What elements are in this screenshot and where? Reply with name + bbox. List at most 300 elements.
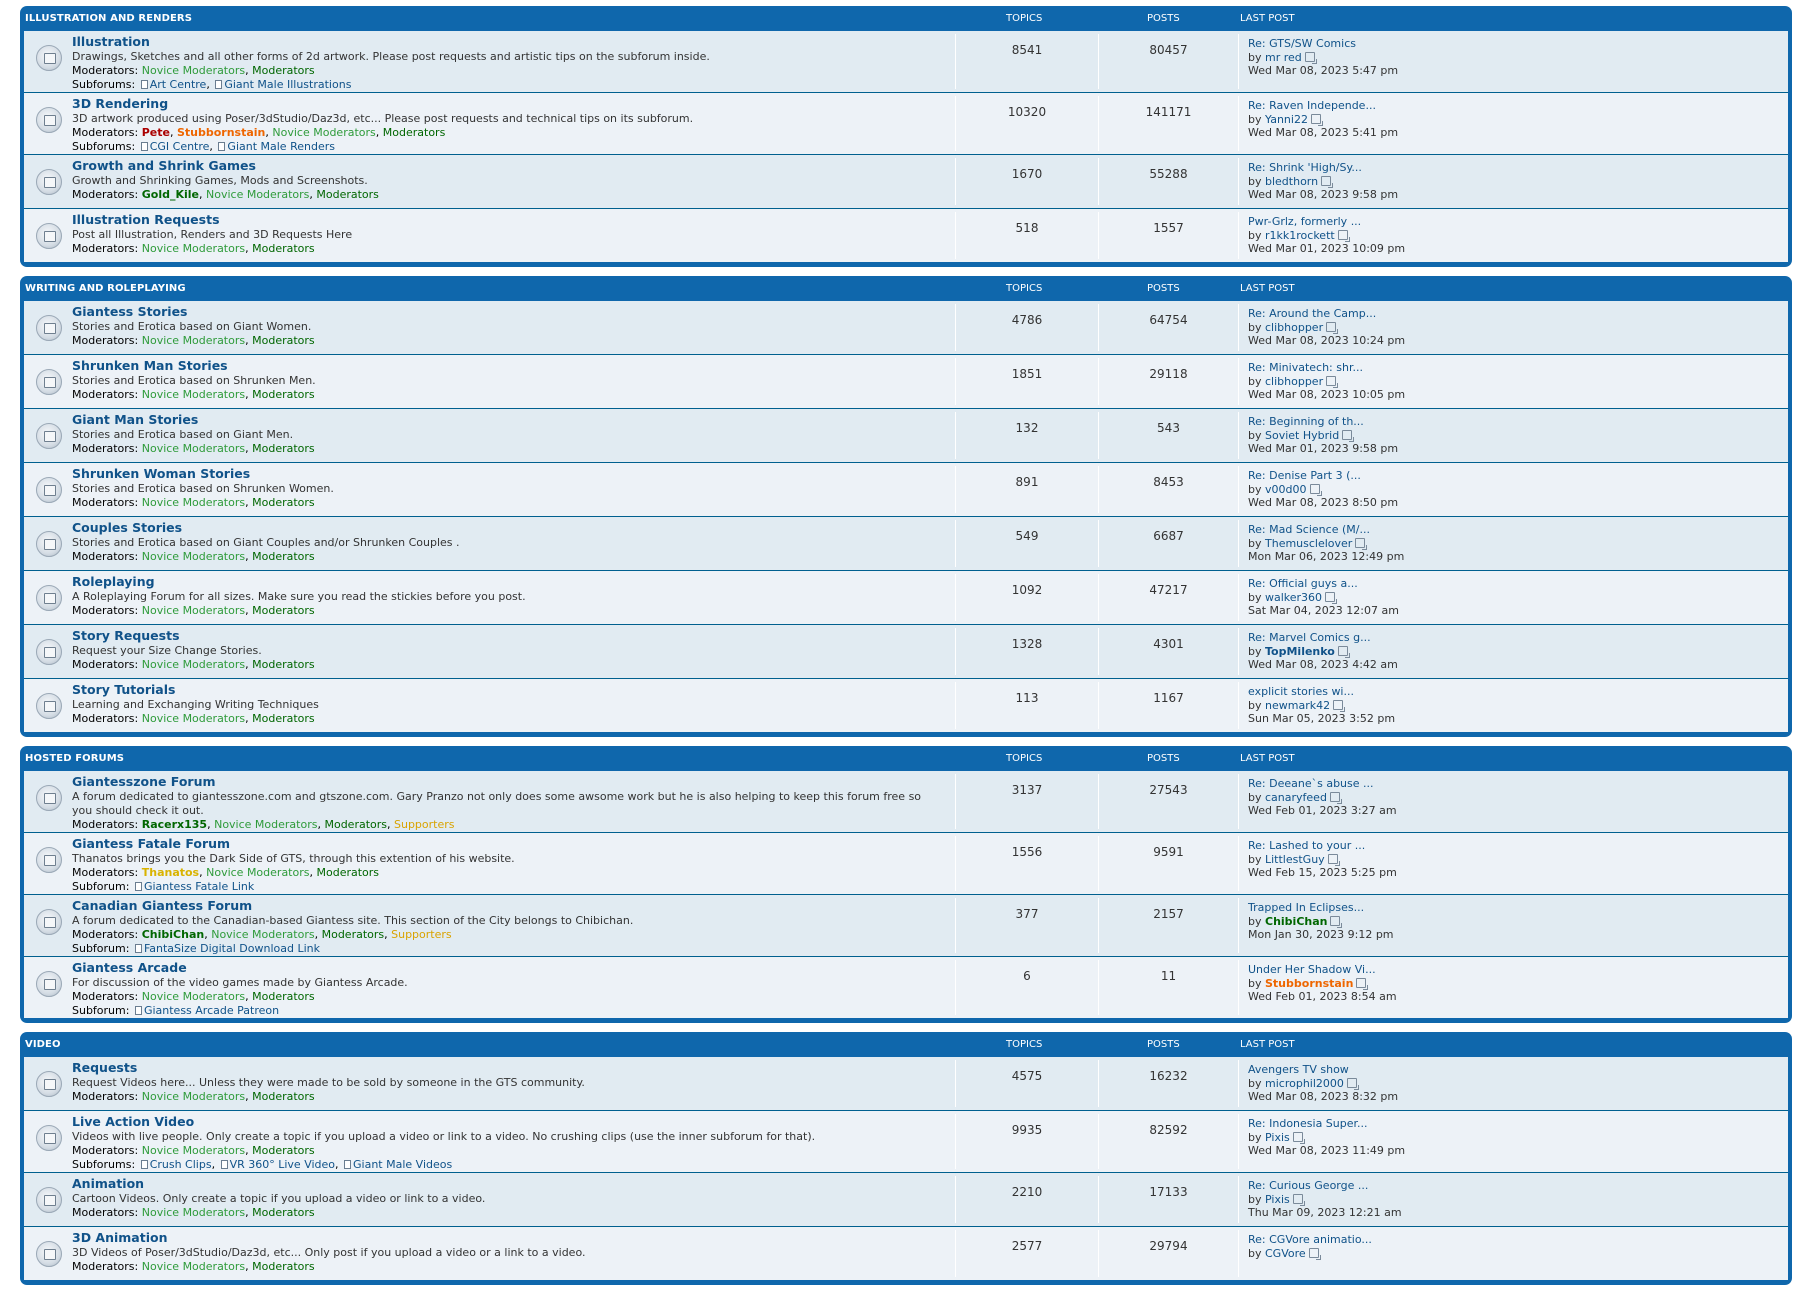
forum-read-icon: [36, 639, 62, 665]
subforum-icon: [344, 1160, 351, 1169]
moderator-link[interactable]: Novice Moderators: [272, 126, 376, 139]
posts-column-header: POSTS: [1147, 1039, 1180, 1050]
moderator-link[interactable]: Novice Moderators: [141, 64, 246, 77]
posts-count: 16232: [1149, 1069, 1188, 1083]
moderator-link[interactable]: Moderators: [382, 126, 446, 139]
last-post-author-link[interactable]: microphil2000: [1265, 1076, 1344, 1090]
moderator-link[interactable]: Moderators: [252, 1260, 315, 1273]
moderator-link[interactable]: Moderators: [252, 442, 315, 455]
last-post-author-link[interactable]: bledthorn: [1265, 174, 1319, 188]
forum-title-link[interactable]: Requests: [72, 1060, 138, 1075]
moderator-link[interactable]: Moderators: [252, 388, 315, 401]
column-divider: [1238, 574, 1239, 621]
last-post-date: Wed Mar 01, 2023 10:09 pm: [1248, 242, 1406, 255]
forum-info: [72, 1231, 928, 1274]
moderator-link[interactable]: Novice Moderators: [141, 990, 246, 1003]
moderator-link[interactable]: Novice Moderators: [141, 496, 246, 509]
last-post-by-label: by: [1248, 174, 1265, 188]
category-block: [20, 746, 1792, 1023]
last-post-title-link[interactable]: Re: Indonesia Super...: [1248, 1117, 1368, 1130]
subforum-link[interactable]: Crush Clips: [149, 1158, 212, 1171]
subforums-line: Subforums: Art Centre, Giant Male Illustrations: [72, 78, 352, 91]
moderators-label: Moderators:: [72, 1090, 142, 1103]
forum-title-link[interactable]: Canadian Giantess Forum: [72, 898, 253, 913]
moderators-label: Moderators:: [72, 64, 142, 77]
forum-read-icon: [36, 315, 62, 341]
forum-title-link[interactable]: Giant Man Stories: [72, 412, 199, 427]
forum-title-link[interactable]: Giantesszone Forum: [72, 774, 216, 789]
forum-description: Learning and Exchanging Writing Techniques: [72, 698, 319, 711]
moderator-link[interactable]: Thanatos: [141, 866, 200, 879]
posts-count: 29794: [1149, 1239, 1188, 1253]
subforum-icon: [135, 944, 142, 953]
moderator-link[interactable]: Novice Moderators: [141, 1090, 246, 1103]
subforums-label: Subforums:: [72, 140, 139, 153]
column-divider: [1098, 158, 1099, 205]
forum-read-icon: [36, 847, 62, 873]
last-post-title-link[interactable]: Re: Lashed to your ...: [1248, 839, 1366, 852]
last-post-author-link[interactable]: r1kk1rockett: [1265, 228, 1335, 242]
category-title-link[interactable]: VIDEO: [25, 1039, 61, 1050]
last-post-author-link[interactable]: walker360: [1265, 590, 1323, 604]
view-latest-post-icon[interactable]: [1330, 792, 1340, 802]
last-post-title-link[interactable]: Re: CGVore animatio...: [1248, 1233, 1372, 1246]
subforum-icon: [141, 1160, 148, 1169]
moderator-link[interactable]: Novice Moderators: [141, 712, 246, 725]
last-post-author-link[interactable]: canaryfeed: [1265, 790, 1327, 804]
forum-row: [24, 209, 1788, 262]
forum-info: [72, 1115, 928, 1172]
last-post-author-link[interactable]: Themusclelover: [1265, 536, 1353, 550]
subforum-link[interactable]: Art Centre: [149, 78, 207, 91]
view-latest-post-icon[interactable]: [1311, 114, 1321, 124]
last-post-by-label: by: [1248, 536, 1265, 550]
moderators-line: Moderators: Novice Moderators, Moderators: [72, 64, 315, 77]
last-post-by-label: by: [1248, 698, 1265, 712]
last-post-by-label: by: [1248, 50, 1265, 64]
last-post-date: Wed Mar 08, 2023 9:58 pm: [1248, 188, 1399, 201]
topics-column-header: TOPICS: [1006, 1039, 1043, 1050]
view-latest-post-icon[interactable]: [1326, 322, 1336, 332]
column-divider: [955, 1060, 956, 1107]
subforum-link[interactable]: Giantess Arcade Patreon: [143, 1004, 280, 1017]
moderator-link[interactable]: Moderators: [321, 928, 385, 941]
posts-count: 6687: [1153, 529, 1184, 543]
forum-description: Thanatos brings you the Dark Side of GTS, through this extention of his website.: [72, 852, 515, 865]
view-latest-post-icon[interactable]: [1293, 1132, 1303, 1142]
forum-description: Stories and Erotica based on Shrunken Men.: [72, 374, 316, 387]
moderator-link[interactable]: Novice Moderators: [214, 818, 318, 831]
topics-count: 6: [1023, 969, 1031, 983]
category-block: [20, 1032, 1792, 1285]
last-post-author-link[interactable]: Soviet Hybrid: [1265, 428, 1340, 442]
forum-read-icon: [36, 107, 62, 133]
moderators-label: Moderators:: [72, 712, 142, 725]
view-latest-post-icon[interactable]: [1330, 916, 1340, 926]
last-post-title-link[interactable]: Re: Denise Part 3 (...: [1248, 469, 1361, 482]
forum-info: [72, 467, 928, 510]
view-latest-post-icon[interactable]: [1293, 1194, 1303, 1204]
last-post-title-link[interactable]: Re: Deeane`s abuse ...: [1248, 777, 1374, 790]
moderator-link[interactable]: Gold_Kile: [141, 188, 199, 201]
moderators-line: Moderators: Novice Moderators, Moderators: [72, 388, 315, 401]
last-post-info: [1248, 37, 1398, 78]
forum-info: [72, 97, 928, 154]
last-post-date: Wed Feb 01, 2023 8:54 am: [1248, 990, 1397, 1003]
topics-count: 1851: [1011, 367, 1043, 381]
forum-description: Stories and Erotica based on Giant Men.: [72, 428, 294, 441]
moderators-line: Moderators: Novice Moderators, Moderators: [72, 1206, 315, 1219]
posts-count: 1167: [1153, 691, 1184, 705]
column-divider: [1238, 836, 1239, 891]
forum-title-link[interactable]: Roleplaying: [72, 574, 155, 589]
column-divider: [1098, 682, 1099, 729]
forum-title-link[interactable]: Giantess Stories: [72, 304, 188, 319]
view-latest-post-icon[interactable]: [1325, 592, 1335, 602]
view-latest-post-icon[interactable]: [1310, 484, 1320, 494]
forum-title-link[interactable]: Giantess Fatale Forum: [72, 836, 231, 851]
last-post-author-link[interactable]: Stubbornstain: [1265, 976, 1354, 990]
last-post-date: Wed Mar 08, 2023 5:47 pm: [1248, 64, 1399, 77]
moderators-line: Moderators: Racerx135, Novice Moderators, Moderators, Supporters: [72, 818, 455, 831]
last-post-by-label: by: [1248, 1246, 1265, 1260]
moderator-link[interactable]: Moderators: [324, 818, 387, 831]
last-post-title-link[interactable]: Trapped In Eclipses...: [1248, 901, 1365, 914]
forum-title-link[interactable]: Shrunken Man Stories: [72, 358, 228, 373]
category-title-link[interactable]: ILLUSTRATION AND RENDERS: [25, 13, 193, 24]
moderator-link[interactable]: Moderators: [252, 334, 315, 347]
moderators-line: Moderators: Novice Moderators, Moderators: [72, 442, 315, 455]
moderator-link[interactable]: Novice Moderators: [141, 334, 246, 347]
subforums-label: Subforums:: [72, 1158, 139, 1171]
moderator-link[interactable]: Novice Moderators: [141, 604, 246, 617]
forum-title-link[interactable]: Illustration Requests: [72, 212, 220, 227]
subforum-link[interactable]: Giant Male Illustrations: [224, 78, 352, 91]
subforum-icon: [221, 1160, 228, 1169]
column-divider: [1098, 1060, 1099, 1107]
topics-count: 1092: [1011, 583, 1043, 597]
forum-title-link[interactable]: Animation: [72, 1176, 145, 1191]
subforums-line: Subforums: CGI Centre, Giant Male Renders: [72, 140, 335, 153]
moderator-link[interactable]: Moderators: [252, 242, 315, 255]
moderator-link[interactable]: Novice Moderators: [211, 928, 315, 941]
forum-info: [72, 413, 928, 456]
forum-row: [24, 625, 1788, 679]
moderators-line: Moderators: Novice Moderators, Moderators: [72, 334, 315, 347]
moderator-link[interactable]: Moderators: [252, 1144, 315, 1157]
column-divider: [955, 412, 956, 459]
last-post-title-link[interactable]: Re: Marvel Comics g...: [1248, 631, 1371, 644]
moderators-line: Moderators: Gold_Kile, Novice Moderators, Moderators: [72, 188, 379, 201]
last-post-title-link[interactable]: Pwr-Grlz, formerly ...: [1248, 215, 1362, 228]
forum-read-icon: [36, 169, 62, 195]
forum-row: [24, 957, 1788, 1018]
forum-description: Growth and Shrinking Games, Mods and Screenshots.: [72, 174, 368, 187]
last-post-author-link[interactable]: v00d00: [1265, 482, 1307, 496]
moderator-link[interactable]: Moderators: [252, 990, 315, 1003]
last-post-by-label: by: [1248, 374, 1265, 388]
category-block: [20, 276, 1792, 737]
last-post-title-link[interactable]: Re: Raven Independe...: [1248, 99, 1376, 112]
column-divider: [955, 682, 956, 729]
forum-info: [72, 1061, 928, 1104]
moderator-link[interactable]: Racerx135: [141, 818, 208, 831]
forum-read-icon: [36, 1187, 62, 1213]
topics-count: 1670: [1011, 167, 1043, 181]
last-post-title-link[interactable]: Re: Mad Science (M/...: [1248, 523, 1370, 536]
moderator-link[interactable]: Novice Moderators: [141, 442, 246, 455]
subforum-link[interactable]: Giant Male Renders: [227, 140, 335, 153]
forum-read-icon: [36, 585, 62, 611]
view-latest-post-icon[interactable]: [1328, 854, 1338, 864]
last-post-author-link[interactable]: clibhopper: [1265, 320, 1324, 334]
forum-row: [24, 679, 1788, 732]
subforum-icon: [215, 80, 222, 89]
forum-read-icon: [36, 1241, 62, 1267]
category-header: [24, 6, 1788, 31]
last-post-author-link[interactable]: CGVore: [1265, 1246, 1306, 1260]
subforum-link[interactable]: Giant Male Videos: [353, 1158, 453, 1171]
last-post-author-link[interactable]: newmark42: [1265, 698, 1331, 712]
moderator-link[interactable]: Novice Moderators: [141, 1206, 246, 1219]
moderator-link[interactable]: ChibiChan: [141, 928, 205, 941]
category-block: [20, 6, 1792, 267]
column-divider: [1238, 304, 1239, 351]
last-post-title-link[interactable]: Re: GTS/SW Comics: [1248, 37, 1356, 50]
column-divider: [955, 1230, 956, 1277]
last-post-info: [1248, 523, 1404, 564]
column-divider: [1238, 898, 1239, 953]
column-divider: [955, 628, 956, 675]
moderator-link[interactable]: Supporters: [394, 818, 455, 831]
moderator-link[interactable]: Moderators: [252, 658, 315, 671]
forum-row: [24, 771, 1788, 833]
column-divider: [955, 158, 956, 205]
view-latest-post-icon[interactable]: [1309, 1248, 1319, 1258]
last-post-title-link[interactable]: explicit stories wi...: [1248, 685, 1354, 698]
moderators-label: Moderators:: [72, 126, 142, 139]
last-post-info: [1248, 307, 1405, 348]
last-post-title-link[interactable]: Re: Curious George ...: [1248, 1179, 1369, 1192]
topics-count: 9935: [1011, 1123, 1043, 1137]
column-divider: [955, 304, 956, 351]
last-post-info: [1248, 161, 1398, 202]
moderator-link[interactable]: Pete: [141, 126, 170, 139]
forum-row: [24, 895, 1788, 957]
last-post-info: [1248, 1117, 1405, 1158]
view-latest-post-icon[interactable]: [1321, 176, 1331, 186]
moderator-link[interactable]: Novice Moderators: [141, 1144, 246, 1157]
view-latest-post-icon[interactable]: [1342, 430, 1352, 440]
last-post-author-link[interactable]: Pixis: [1265, 1192, 1290, 1206]
subforum-icon: [135, 882, 142, 891]
forum-title-link[interactable]: 3D Rendering: [72, 96, 169, 111]
forum-description: Post all Illustration, Renders and 3D Requests Here: [72, 228, 353, 241]
moderator-link[interactable]: Moderators: [252, 604, 315, 617]
category-title-link[interactable]: HOSTED FORUMS: [25, 753, 125, 764]
subforums-label: Subforum:: [72, 942, 133, 955]
last-post-info: [1248, 1179, 1402, 1220]
forum-info: [72, 961, 928, 1018]
moderators-line: Moderators: Pete, Stubbornstain, Novice Moderators, Moderators: [72, 126, 446, 139]
subforum-link[interactable]: FantaSize Digital Download Link: [143, 942, 320, 955]
last-post-title-link[interactable]: Avengers TV show: [1248, 1063, 1349, 1076]
forum-title-link[interactable]: Couples Stories: [72, 520, 183, 535]
column-divider: [955, 574, 956, 621]
last-post-author-link[interactable]: ChibiChan: [1265, 914, 1328, 928]
category-header: [24, 1032, 1788, 1057]
forum-description: Stories and Erotica based on Shrunken Women.: [72, 482, 334, 495]
column-divider: [1238, 960, 1239, 1015]
view-latest-post-icon[interactable]: [1305, 52, 1315, 62]
forum-title-link[interactable]: Illustration: [72, 34, 150, 49]
forum-list: [24, 31, 1788, 262]
last-post-author-link[interactable]: LittlestGuy: [1265, 852, 1325, 866]
topics-count: 1328: [1011, 637, 1043, 651]
forum-title-link[interactable]: 3D Animation: [72, 1230, 168, 1245]
forum-row: [24, 93, 1788, 155]
forum-info: [72, 359, 928, 402]
last-post-title-link[interactable]: Re: Official guys a...: [1248, 577, 1358, 590]
moderator-link[interactable]: Moderators: [252, 64, 315, 77]
last-post-title-link[interactable]: Re: Shrink 'High/Sy...: [1248, 161, 1362, 174]
moderator-link[interactable]: Moderators: [252, 496, 315, 509]
last-post-title-link[interactable]: Re: Beginning of th...: [1248, 415, 1364, 428]
moderator-link[interactable]: Moderators: [252, 1206, 315, 1219]
last-post-title-link[interactable]: Re: Minivatech: shr...: [1248, 361, 1363, 374]
forum-title-link[interactable]: Story Tutorials: [72, 682, 176, 697]
subforum-link[interactable]: Giantess Fatale Link: [143, 880, 255, 893]
moderators-label: Moderators:: [72, 1260, 142, 1273]
forum-info: [72, 775, 928, 832]
moderators-line: Moderators: Novice Moderators, Moderators: [72, 242, 315, 255]
column-divider: [1098, 466, 1099, 513]
moderator-link[interactable]: Novice Moderators: [141, 1260, 246, 1273]
moderators-label: Moderators:: [72, 990, 142, 1003]
moderator-link[interactable]: Stubbornstain: [176, 126, 266, 139]
forum-read-icon: [36, 971, 62, 997]
moderators-label: Moderators:: [72, 866, 142, 879]
moderator-link[interactable]: Moderators: [252, 550, 315, 563]
last-post-date: Mon Mar 06, 2023 12:49 pm: [1248, 550, 1405, 563]
moderator-link[interactable]: Novice Moderators: [141, 388, 246, 401]
subforum-link[interactable]: VR 360° Live Video: [229, 1158, 336, 1171]
forum-read-icon: [36, 531, 62, 557]
view-latest-post-icon[interactable]: [1333, 700, 1343, 710]
view-latest-post-icon[interactable]: [1356, 978, 1366, 988]
forum-title-link[interactable]: Live Action Video: [72, 1114, 195, 1129]
subforums-label: Subforum:: [72, 880, 133, 893]
moderators-line: Moderators: Novice Moderators, Moderators: [72, 604, 315, 617]
subforum-icon: [135, 1006, 142, 1015]
forum-row: [24, 301, 1788, 355]
posts-count: 11: [1160, 969, 1177, 983]
moderators-line: Moderators: Novice Moderators, Moderators: [72, 712, 315, 725]
last-post-author-link[interactable]: Pixis: [1265, 1130, 1290, 1144]
forum-description: 3D artwork produced using Poser/3dStudio/Daz3d, etc... Please post requests and technical tips on its subforum.: [72, 112, 694, 125]
forum-info: [72, 1177, 928, 1220]
last-post-info: [1248, 839, 1397, 880]
subforums-line: [72, 942, 320, 955]
posts-column-header: POSTS: [1147, 753, 1180, 764]
last-post-author-link[interactable]: mr red: [1265, 50, 1302, 64]
view-latest-post-icon[interactable]: [1326, 376, 1336, 386]
subforums-line: [72, 1004, 279, 1017]
last-post-info: [1248, 901, 1394, 942]
forum-row: [24, 31, 1788, 93]
forum-title-link[interactable]: Shrunken Woman Stories: [72, 466, 251, 481]
posts-count: 17133: [1149, 1185, 1188, 1199]
forum-info: [72, 305, 928, 348]
topics-count: 113: [1015, 691, 1039, 705]
posts-count: 29118: [1149, 367, 1188, 381]
moderator-link[interactable]: Moderators: [316, 866, 380, 879]
last-post-author-link[interactable]: Yanni22: [1265, 112, 1308, 126]
moderators-label: Moderators:: [72, 928, 142, 941]
forum-description: 3D Videos of Poser/3dStudio/Daz3d, etc... Only post if you upload a video or a link to a video.: [72, 1246, 586, 1259]
posts-count: 1557: [1153, 221, 1184, 235]
moderator-link[interactable]: Moderators: [252, 1090, 315, 1103]
moderator-link[interactable]: Moderators: [316, 188, 379, 201]
forum-row: [24, 571, 1788, 625]
moderator-link[interactable]: Novice Moderators: [206, 188, 310, 201]
posts-count: 141171: [1145, 105, 1192, 119]
subforum-link[interactable]: CGI Centre: [149, 140, 210, 153]
last-post-author-link[interactable]: TopMilenko: [1265, 644, 1335, 658]
topics-column-header: TOPICS: [1006, 283, 1043, 294]
view-latest-post-icon[interactable]: [1355, 538, 1365, 548]
forum-index: [20, 6, 1792, 1294]
view-latest-post-icon[interactable]: [1338, 230, 1348, 240]
moderator-link[interactable]: Novice Moderators: [141, 658, 246, 671]
view-latest-post-icon[interactable]: [1347, 1078, 1357, 1088]
moderators-line: Moderators: Novice Moderators, Moderators: [72, 658, 315, 671]
forum-info: [72, 683, 928, 726]
last-post-author-link[interactable]: clibhopper: [1265, 374, 1324, 388]
posts-count: 9591: [1153, 845, 1184, 859]
posts-count: 8453: [1153, 475, 1184, 489]
moderators-label: Moderators:: [72, 604, 142, 617]
moderator-link[interactable]: Novice Moderators: [141, 550, 246, 563]
subforums-label: Subforums:: [72, 78, 139, 91]
forum-info: [72, 837, 928, 894]
view-latest-post-icon[interactable]: [1338, 646, 1348, 656]
forum-info: [72, 159, 928, 202]
moderator-link[interactable]: Moderators: [252, 712, 315, 725]
last-post-info: [1248, 99, 1398, 140]
last-post-date: Wed Mar 08, 2023 11:49 pm: [1248, 1144, 1406, 1157]
moderators-label: Moderators:: [72, 242, 142, 255]
moderator-link[interactable]: Supporters: [391, 928, 452, 941]
moderator-link[interactable]: Novice Moderators: [206, 866, 310, 879]
column-divider: [1238, 158, 1239, 205]
forum-title-link[interactable]: Growth and Shrink Games: [72, 158, 256, 173]
forum-title-link[interactable]: Story Requests: [72, 628, 180, 643]
last-post-column-header: LAST POST: [1240, 1039, 1295, 1050]
forum-read-icon: [36, 45, 62, 71]
topics-count: 2210: [1011, 1185, 1043, 1199]
category-header: [24, 746, 1788, 771]
moderator-link[interactable]: Novice Moderators: [141, 242, 246, 255]
last-post-info: [1248, 1233, 1372, 1260]
column-divider: [955, 520, 956, 567]
moderators-label: Moderators:: [72, 388, 142, 401]
last-post-title-link[interactable]: Under Her Shadow Vi...: [1248, 963, 1376, 976]
last-post-date: Wed Feb 15, 2023 5:25 pm: [1248, 866, 1397, 879]
last-post-title-link[interactable]: Re: Around the Camp...: [1248, 307, 1377, 320]
forum-title-link[interactable]: Giantess Arcade: [72, 960, 187, 975]
category-title-link[interactable]: WRITING AND ROLEPLAYING: [25, 283, 186, 294]
